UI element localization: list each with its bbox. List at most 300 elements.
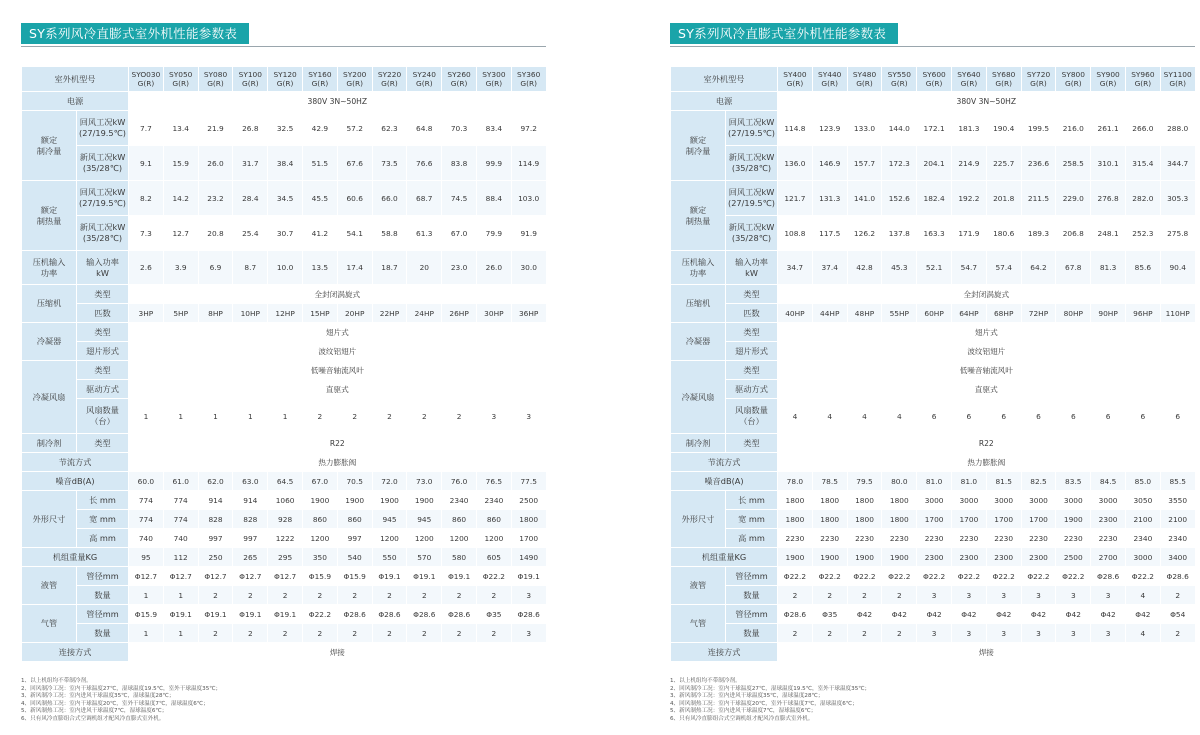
cell-heat-return: 60.6 xyxy=(337,181,372,216)
cell-weight: 1900 xyxy=(778,548,813,567)
cell-height: 2230 xyxy=(778,529,813,548)
cell-weight: 570 xyxy=(407,548,442,567)
cell-cool-return: 216.0 xyxy=(1056,111,1091,146)
cell-cool-fresh: 172.3 xyxy=(882,146,917,181)
cell-weight: 250 xyxy=(198,548,233,567)
cell-cool-return: 21.9 xyxy=(198,111,233,146)
cell-length: 2500 xyxy=(511,491,546,510)
cell-noise: 85.5 xyxy=(1160,472,1195,491)
spec-table xyxy=(21,66,547,662)
note-line: 6、只有风冷直膨组合式空调机组才配风冷直膨式室外机。 xyxy=(21,715,165,722)
cell-input-kw: 26.0 xyxy=(476,251,511,285)
cell-heat-fresh: 248.1 xyxy=(1091,216,1126,251)
cell-hp: 48HP xyxy=(847,304,882,323)
cell-gas-qty: 2 xyxy=(268,624,303,643)
cell-liquid-dia: Φ19.1 xyxy=(407,567,442,586)
row-label-fan-count: 风扇数量 （台） xyxy=(77,399,129,434)
cell-fan-count: 4 xyxy=(778,399,813,434)
row-label-noise: 噪音dB(A) xyxy=(22,472,129,491)
cell-noise: 61.0 xyxy=(163,472,198,491)
cell-noise: 60.0 xyxy=(129,472,164,491)
cell-gas-dia: Φ42 xyxy=(1021,605,1056,624)
cell-cool-fresh: 31.7 xyxy=(233,146,268,181)
cell-input-kw: 18.7 xyxy=(372,251,407,285)
cell-heat-return: 276.8 xyxy=(1091,181,1126,216)
row-label-refrigerant: 制冷剂 xyxy=(22,434,77,453)
cell-noise: 64.5 xyxy=(268,472,303,491)
cell-gas-qty: 2 xyxy=(882,624,917,643)
span-throttle: 热力膨胀阀 xyxy=(778,453,1196,472)
cell-heat-return: 23.2 xyxy=(198,181,233,216)
cell-length: 3050 xyxy=(1125,491,1160,510)
cell-width: 1700 xyxy=(986,510,1021,529)
cell-noise: 72.0 xyxy=(372,472,407,491)
cell-noise: 76.5 xyxy=(476,472,511,491)
row-label-type: 类型 xyxy=(77,285,129,304)
cell-heat-fresh: 91.9 xyxy=(511,216,546,251)
cell-hp: 64HP xyxy=(952,304,987,323)
cell-cool-fresh: 315.4 xyxy=(1125,146,1160,181)
cell-weight: 2300 xyxy=(986,548,1021,567)
table-row xyxy=(22,342,547,361)
cell-length: 3000 xyxy=(986,491,1021,510)
row-label-heat-fresh: 新风工况kW (35/28℃) xyxy=(77,216,129,251)
spec-table xyxy=(670,66,1196,662)
row-label-gas: 气管 xyxy=(671,605,726,643)
cell-length: 1800 xyxy=(882,491,917,510)
row-label-pipe-dia: 管径mm xyxy=(726,567,778,586)
table-row xyxy=(22,491,547,510)
cell-cool-fresh: 258.5 xyxy=(1056,146,1091,181)
cell-length: 3550 xyxy=(1160,491,1195,510)
cell-length: 3000 xyxy=(1056,491,1091,510)
row-label-heating: 额定 制热量 xyxy=(22,181,77,251)
cell-width: 1700 xyxy=(1021,510,1056,529)
span-fan-type: 低噪音轴流风叶 xyxy=(778,361,1196,380)
cell-cool-return: 13.4 xyxy=(163,111,198,146)
cell-fan-count: 6 xyxy=(1125,399,1160,434)
cell-gas-qty: 2 xyxy=(303,624,338,643)
model-header: SY440 G(R) xyxy=(812,67,847,92)
cell-hp: 60HP xyxy=(917,304,952,323)
cell-fan-count: 3 xyxy=(511,399,546,434)
cell-fan-count: 4 xyxy=(882,399,917,434)
row-label-model: 室外机型号 xyxy=(671,67,778,92)
cell-input-kw: 54.7 xyxy=(952,251,987,285)
cell-hp: 24HP xyxy=(407,304,442,323)
cell-cool-fresh: 26.0 xyxy=(198,146,233,181)
cell-liquid-dia: Φ12.7 xyxy=(129,567,164,586)
cell-gas-qty: 3 xyxy=(1021,624,1056,643)
cell-liquid-dia: Φ12.7 xyxy=(198,567,233,586)
cell-noise: 77.5 xyxy=(511,472,546,491)
cell-heat-return: 34.5 xyxy=(268,181,303,216)
cell-cool-return: 144.0 xyxy=(882,111,917,146)
row-label-pipe-dia: 管径mm xyxy=(77,605,129,624)
cell-heat-return: 88.4 xyxy=(476,181,511,216)
cell-cool-return: 64.8 xyxy=(407,111,442,146)
cell-gas-dia: Φ35 xyxy=(812,605,847,624)
cell-liquid-qty: 2 xyxy=(847,586,882,605)
table-row xyxy=(22,567,547,586)
cell-weight: 3400 xyxy=(1160,548,1195,567)
cell-heat-fresh: 108.8 xyxy=(778,216,813,251)
row-label-model: 室外机型号 xyxy=(22,67,129,92)
model-header: SY900 G(R) xyxy=(1091,67,1126,92)
cell-weight: 605 xyxy=(476,548,511,567)
cell-liquid-dia: Φ12.7 xyxy=(233,567,268,586)
cell-width: 860 xyxy=(442,510,477,529)
cell-liquid-dia: Φ22.2 xyxy=(476,567,511,586)
span-drive: 直驱式 xyxy=(129,380,547,399)
cell-heat-fresh: 252.3 xyxy=(1125,216,1160,251)
cell-cool-return: 114.8 xyxy=(778,111,813,146)
title-divider xyxy=(21,46,546,47)
cell-height: 2340 xyxy=(1160,529,1195,548)
cell-liquid-qty: 2 xyxy=(198,586,233,605)
cell-gas-qty: 3 xyxy=(917,624,952,643)
table-row xyxy=(671,529,1196,548)
cell-cool-fresh: 15.9 xyxy=(163,146,198,181)
cell-heat-fresh: 163.3 xyxy=(917,216,952,251)
cell-heat-fresh: 7.3 xyxy=(129,216,164,251)
row-label-type: 类型 xyxy=(726,323,778,342)
row-label-fan: 冷凝风扇 xyxy=(22,361,77,434)
cell-weight: 112 xyxy=(163,548,198,567)
cell-height: 2230 xyxy=(847,529,882,548)
table-row xyxy=(22,92,547,111)
note-line: 6、只有风冷直膨组合式空调机组才配风冷直膨式室外机。 xyxy=(670,715,814,722)
cell-fan-count: 1 xyxy=(268,399,303,434)
cell-hp: 90HP xyxy=(1091,304,1126,323)
row-label-type: 类型 xyxy=(726,434,778,453)
cell-width: 928 xyxy=(268,510,303,529)
model-header: SYO030 G(R) xyxy=(129,67,164,92)
cell-cool-fresh: 136.0 xyxy=(778,146,813,181)
row-label-throttle: 节流方式 xyxy=(22,453,129,472)
row-label-condenser: 冷凝器 xyxy=(22,323,77,361)
cell-fan-count: 1 xyxy=(233,399,268,434)
cell-cool-fresh: 76.6 xyxy=(407,146,442,181)
cell-hp: 3HP xyxy=(129,304,164,323)
cell-gas-qty: 2 xyxy=(1160,624,1195,643)
cell-cool-fresh: 51.5 xyxy=(303,146,338,181)
row-label-heat-return: 回风工况kW (27/19.5℃) xyxy=(726,181,778,216)
note-line: 1、以上机组均不带制冷剂。 xyxy=(670,678,741,684)
table-row xyxy=(22,472,547,491)
cell-noise: 85.0 xyxy=(1125,472,1160,491)
table-row xyxy=(671,285,1196,304)
cell-height: 2230 xyxy=(986,529,1021,548)
cell-weight: 540 xyxy=(337,548,372,567)
cell-hp: 72HP xyxy=(1021,304,1056,323)
cell-noise: 78.0 xyxy=(778,472,813,491)
row-label-height: 高 mm xyxy=(726,529,778,548)
table-row xyxy=(22,434,547,453)
table-row xyxy=(22,181,547,216)
cell-gas-dia: Φ42 xyxy=(1125,605,1160,624)
cell-gas-dia: Φ19.1 xyxy=(163,605,198,624)
cell-heat-fresh: 30.7 xyxy=(268,216,303,251)
cell-hp: 8HP xyxy=(198,304,233,323)
cell-liquid-qty: 4 xyxy=(1125,586,1160,605)
cell-input-kw: 67.8 xyxy=(1056,251,1091,285)
table-row xyxy=(671,111,1196,146)
cell-heat-return: 282.0 xyxy=(1125,181,1160,216)
cell-heat-return: 14.2 xyxy=(163,181,198,216)
cell-fan-count: 1 xyxy=(163,399,198,434)
table-row xyxy=(671,567,1196,586)
cell-heat-fresh: 25.4 xyxy=(233,216,268,251)
cell-length: 774 xyxy=(129,491,164,510)
row-label-input-kw: 输入功率 kW xyxy=(77,251,129,285)
row-label-heating: 额定 制热量 xyxy=(671,181,726,251)
cell-height: 2230 xyxy=(1091,529,1126,548)
row-label-width: 宽 mm xyxy=(726,510,778,529)
note-line: 4、回风制热工况：室内干球温度20℃，室外干球温度7℃，湿球温度6℃； xyxy=(670,700,858,707)
row-label-length: 长 mm xyxy=(726,491,778,510)
cell-gas-qty: 3 xyxy=(511,624,546,643)
cell-input-kw: 64.2 xyxy=(1021,251,1056,285)
span-drive: 直驱式 xyxy=(778,380,1196,399)
row-label-dims: 外形尺寸 xyxy=(22,491,77,548)
cell-weight: 1490 xyxy=(511,548,546,567)
cell-input-kw: 81.3 xyxy=(1091,251,1126,285)
table-row xyxy=(671,216,1196,251)
cell-width: 860 xyxy=(337,510,372,529)
cell-liquid-dia: Φ19.1 xyxy=(442,567,477,586)
cell-height: 2230 xyxy=(917,529,952,548)
table-row xyxy=(22,216,547,251)
model-header: SY400 G(R) xyxy=(778,67,813,92)
cell-liquid-dia: Φ28.6 xyxy=(1160,567,1195,586)
cell-gas-dia: Φ15.9 xyxy=(129,605,164,624)
table-row xyxy=(671,92,1196,111)
table-row xyxy=(671,380,1196,399)
cell-width: 860 xyxy=(303,510,338,529)
cell-liquid-qty: 3 xyxy=(1091,586,1126,605)
row-label-drive: 驱动方式 xyxy=(726,380,778,399)
cell-liquid-qty: 2 xyxy=(268,586,303,605)
cell-weight: 1900 xyxy=(812,548,847,567)
row-label-comp-input: 压机输入 功率 xyxy=(671,251,726,285)
cell-liquid-qty: 2 xyxy=(1160,586,1195,605)
span-connection: 焊接 xyxy=(129,643,547,662)
cell-noise: 80.0 xyxy=(882,472,917,491)
model-header: SY960 G(R) xyxy=(1125,67,1160,92)
cell-hp: 12HP xyxy=(268,304,303,323)
cell-cool-return: 57.2 xyxy=(337,111,372,146)
cell-fan-count: 1 xyxy=(129,399,164,434)
cell-width: 828 xyxy=(233,510,268,529)
span-refrigerant: R22 xyxy=(129,434,547,453)
cell-heat-fresh: 20.8 xyxy=(198,216,233,251)
cell-heat-fresh: 12.7 xyxy=(163,216,198,251)
table-row xyxy=(671,510,1196,529)
cell-liquid-qty: 2 xyxy=(372,586,407,605)
span-connection: 焊接 xyxy=(778,643,1196,662)
cell-hp: 15HP xyxy=(303,304,338,323)
cell-input-kw: 13.5 xyxy=(303,251,338,285)
cell-liquid-dia: Φ22.2 xyxy=(1021,567,1056,586)
span-fin-type: 波纹铝翅片 xyxy=(129,342,547,361)
cell-input-kw: 85.6 xyxy=(1125,251,1160,285)
cell-hp: 80HP xyxy=(1056,304,1091,323)
cell-length: 1800 xyxy=(812,491,847,510)
cell-input-kw: 3.9 xyxy=(163,251,198,285)
cell-liquid-qty: 2 xyxy=(812,586,847,605)
cell-hp: 30HP xyxy=(476,304,511,323)
table-row xyxy=(22,111,547,146)
cell-fan-count: 2 xyxy=(407,399,442,434)
cell-liquid-qty: 2 xyxy=(442,586,477,605)
row-label-power: 电源 xyxy=(671,92,778,111)
cell-gas-dia: Φ28.6 xyxy=(407,605,442,624)
cell-gas-qty: 1 xyxy=(163,624,198,643)
cell-gas-dia: Φ19.1 xyxy=(198,605,233,624)
cell-hp: 5HP xyxy=(163,304,198,323)
model-header: SY200 G(R) xyxy=(337,67,372,92)
cell-noise: 67.0 xyxy=(303,472,338,491)
cell-gas-dia: Φ42 xyxy=(847,605,882,624)
cell-gas-dia: Φ54 xyxy=(1160,605,1195,624)
row-label-fin-type: 翅片形式 xyxy=(77,342,129,361)
cell-cool-fresh: 67.6 xyxy=(337,146,372,181)
cell-hp: 96HP xyxy=(1125,304,1160,323)
cell-gas-dia: Φ19.1 xyxy=(233,605,268,624)
cell-liquid-dia: Φ22.2 xyxy=(917,567,952,586)
cell-cool-return: 261.1 xyxy=(1091,111,1126,146)
row-label-refrigerant: 制冷剂 xyxy=(671,434,726,453)
table-row xyxy=(671,453,1196,472)
cell-liquid-dia: Φ22.2 xyxy=(952,567,987,586)
cell-fan-count: 1 xyxy=(198,399,233,434)
table-row xyxy=(22,529,547,548)
row-label-drive: 驱动方式 xyxy=(77,380,129,399)
row-label-length: 长 mm xyxy=(77,491,129,510)
row-label-input-kw: 输入功率 kW xyxy=(726,251,778,285)
cell-gas-qty: 2 xyxy=(476,624,511,643)
cell-gas-dia: Φ28.6 xyxy=(372,605,407,624)
table-row xyxy=(671,361,1196,380)
cell-fan-count: 4 xyxy=(847,399,882,434)
cell-length: 3000 xyxy=(1021,491,1056,510)
table-row xyxy=(671,399,1196,434)
cell-weight: 95 xyxy=(129,548,164,567)
model-header: SY080 G(R) xyxy=(198,67,233,92)
table-row xyxy=(671,605,1196,624)
cell-cool-fresh: 204.1 xyxy=(917,146,952,181)
row-label-cool-fresh: 新风工况kW (35/28℃) xyxy=(77,146,129,181)
cell-weight: 1900 xyxy=(847,548,882,567)
cell-hp: 40HP xyxy=(778,304,813,323)
cell-height: 1200 xyxy=(303,529,338,548)
cell-hp: 55HP xyxy=(882,304,917,323)
cell-input-kw: 2.6 xyxy=(129,251,164,285)
cell-length: 1900 xyxy=(372,491,407,510)
model-header: SY100 G(R) xyxy=(233,67,268,92)
cell-heat-return: 45.5 xyxy=(303,181,338,216)
cell-weight: 265 xyxy=(233,548,268,567)
row-label-comp-input: 压机输入 功率 xyxy=(22,251,77,285)
cell-fan-count: 2 xyxy=(337,399,372,434)
cell-liquid-dia: Φ22.2 xyxy=(986,567,1021,586)
cell-input-kw: 57.4 xyxy=(986,251,1021,285)
row-label-qty: 数量 xyxy=(77,624,129,643)
cell-gas-qty: 2 xyxy=(198,624,233,643)
cell-liquid-dia: Φ22.2 xyxy=(1056,567,1091,586)
cell-length: 2340 xyxy=(476,491,511,510)
cell-gas-qty: 2 xyxy=(337,624,372,643)
table-row xyxy=(22,624,547,643)
table-row xyxy=(671,624,1196,643)
cell-cool-return: 42.9 xyxy=(303,111,338,146)
cell-hp: 36HP xyxy=(511,304,546,323)
cell-width: 945 xyxy=(372,510,407,529)
cell-height: 997 xyxy=(233,529,268,548)
cell-fan-count: 2 xyxy=(442,399,477,434)
cell-liquid-qty: 3 xyxy=(917,586,952,605)
cell-liquid-dia: Φ15.9 xyxy=(303,567,338,586)
cell-cool-return: 172.1 xyxy=(917,111,952,146)
cell-heat-return: 28.4 xyxy=(233,181,268,216)
cell-length: 2340 xyxy=(442,491,477,510)
table-row xyxy=(22,453,547,472)
cell-cool-fresh: 236.6 xyxy=(1021,146,1056,181)
cell-liquid-qty: 3 xyxy=(511,586,546,605)
cell-gas-dia: Φ42 xyxy=(882,605,917,624)
cell-width: 774 xyxy=(163,510,198,529)
cell-liquid-qty: 1 xyxy=(129,586,164,605)
span-comp-type: 全封闭涡旋式 xyxy=(778,285,1196,304)
span-power: 380V 3N~50HZ xyxy=(129,92,547,111)
cell-liquid-dia: Φ28.6 xyxy=(1091,567,1126,586)
note-line: 4、回风制热工况：室内干球温度20℃，室外干球温度7℃，湿球温度6℃； xyxy=(21,700,209,707)
cell-weight: 580 xyxy=(442,548,477,567)
cell-gas-dia: Φ28.6 xyxy=(442,605,477,624)
row-label-fin-type: 翅片形式 xyxy=(726,342,778,361)
cell-cool-return: 266.0 xyxy=(1125,111,1160,146)
cell-width: 945 xyxy=(407,510,442,529)
row-label-fan-count: 风扇数量 （台） xyxy=(726,399,778,434)
span-refrigerant: R22 xyxy=(778,434,1196,453)
cell-cool-return: 199.5 xyxy=(1021,111,1056,146)
table-row xyxy=(22,548,547,567)
cell-width: 2100 xyxy=(1125,510,1160,529)
model-header: SY800 G(R) xyxy=(1056,67,1091,92)
cell-cool-return: 83.4 xyxy=(476,111,511,146)
row-label-liquid: 液管 xyxy=(22,567,77,605)
cell-heat-return: 66.0 xyxy=(372,181,407,216)
cell-height: 2230 xyxy=(1056,529,1091,548)
cell-length: 3000 xyxy=(1091,491,1126,510)
cell-heat-return: 182.4 xyxy=(917,181,952,216)
cell-fan-count: 3 xyxy=(476,399,511,434)
model-header: SY600 G(R) xyxy=(917,67,952,92)
cell-gas-dia: Φ42 xyxy=(1091,605,1126,624)
cell-cool-return: 123.9 xyxy=(812,111,847,146)
cell-fan-count: 6 xyxy=(1091,399,1126,434)
span-fan-type: 低噪音轴流风叶 xyxy=(129,361,547,380)
cell-weight: 1900 xyxy=(882,548,917,567)
cell-gas-qty: 1 xyxy=(129,624,164,643)
table-row xyxy=(671,304,1196,323)
table-row xyxy=(22,510,547,529)
cell-height: 1200 xyxy=(407,529,442,548)
table-row xyxy=(22,304,547,323)
cell-noise: 83.5 xyxy=(1056,472,1091,491)
cell-cool-return: 190.4 xyxy=(986,111,1021,146)
